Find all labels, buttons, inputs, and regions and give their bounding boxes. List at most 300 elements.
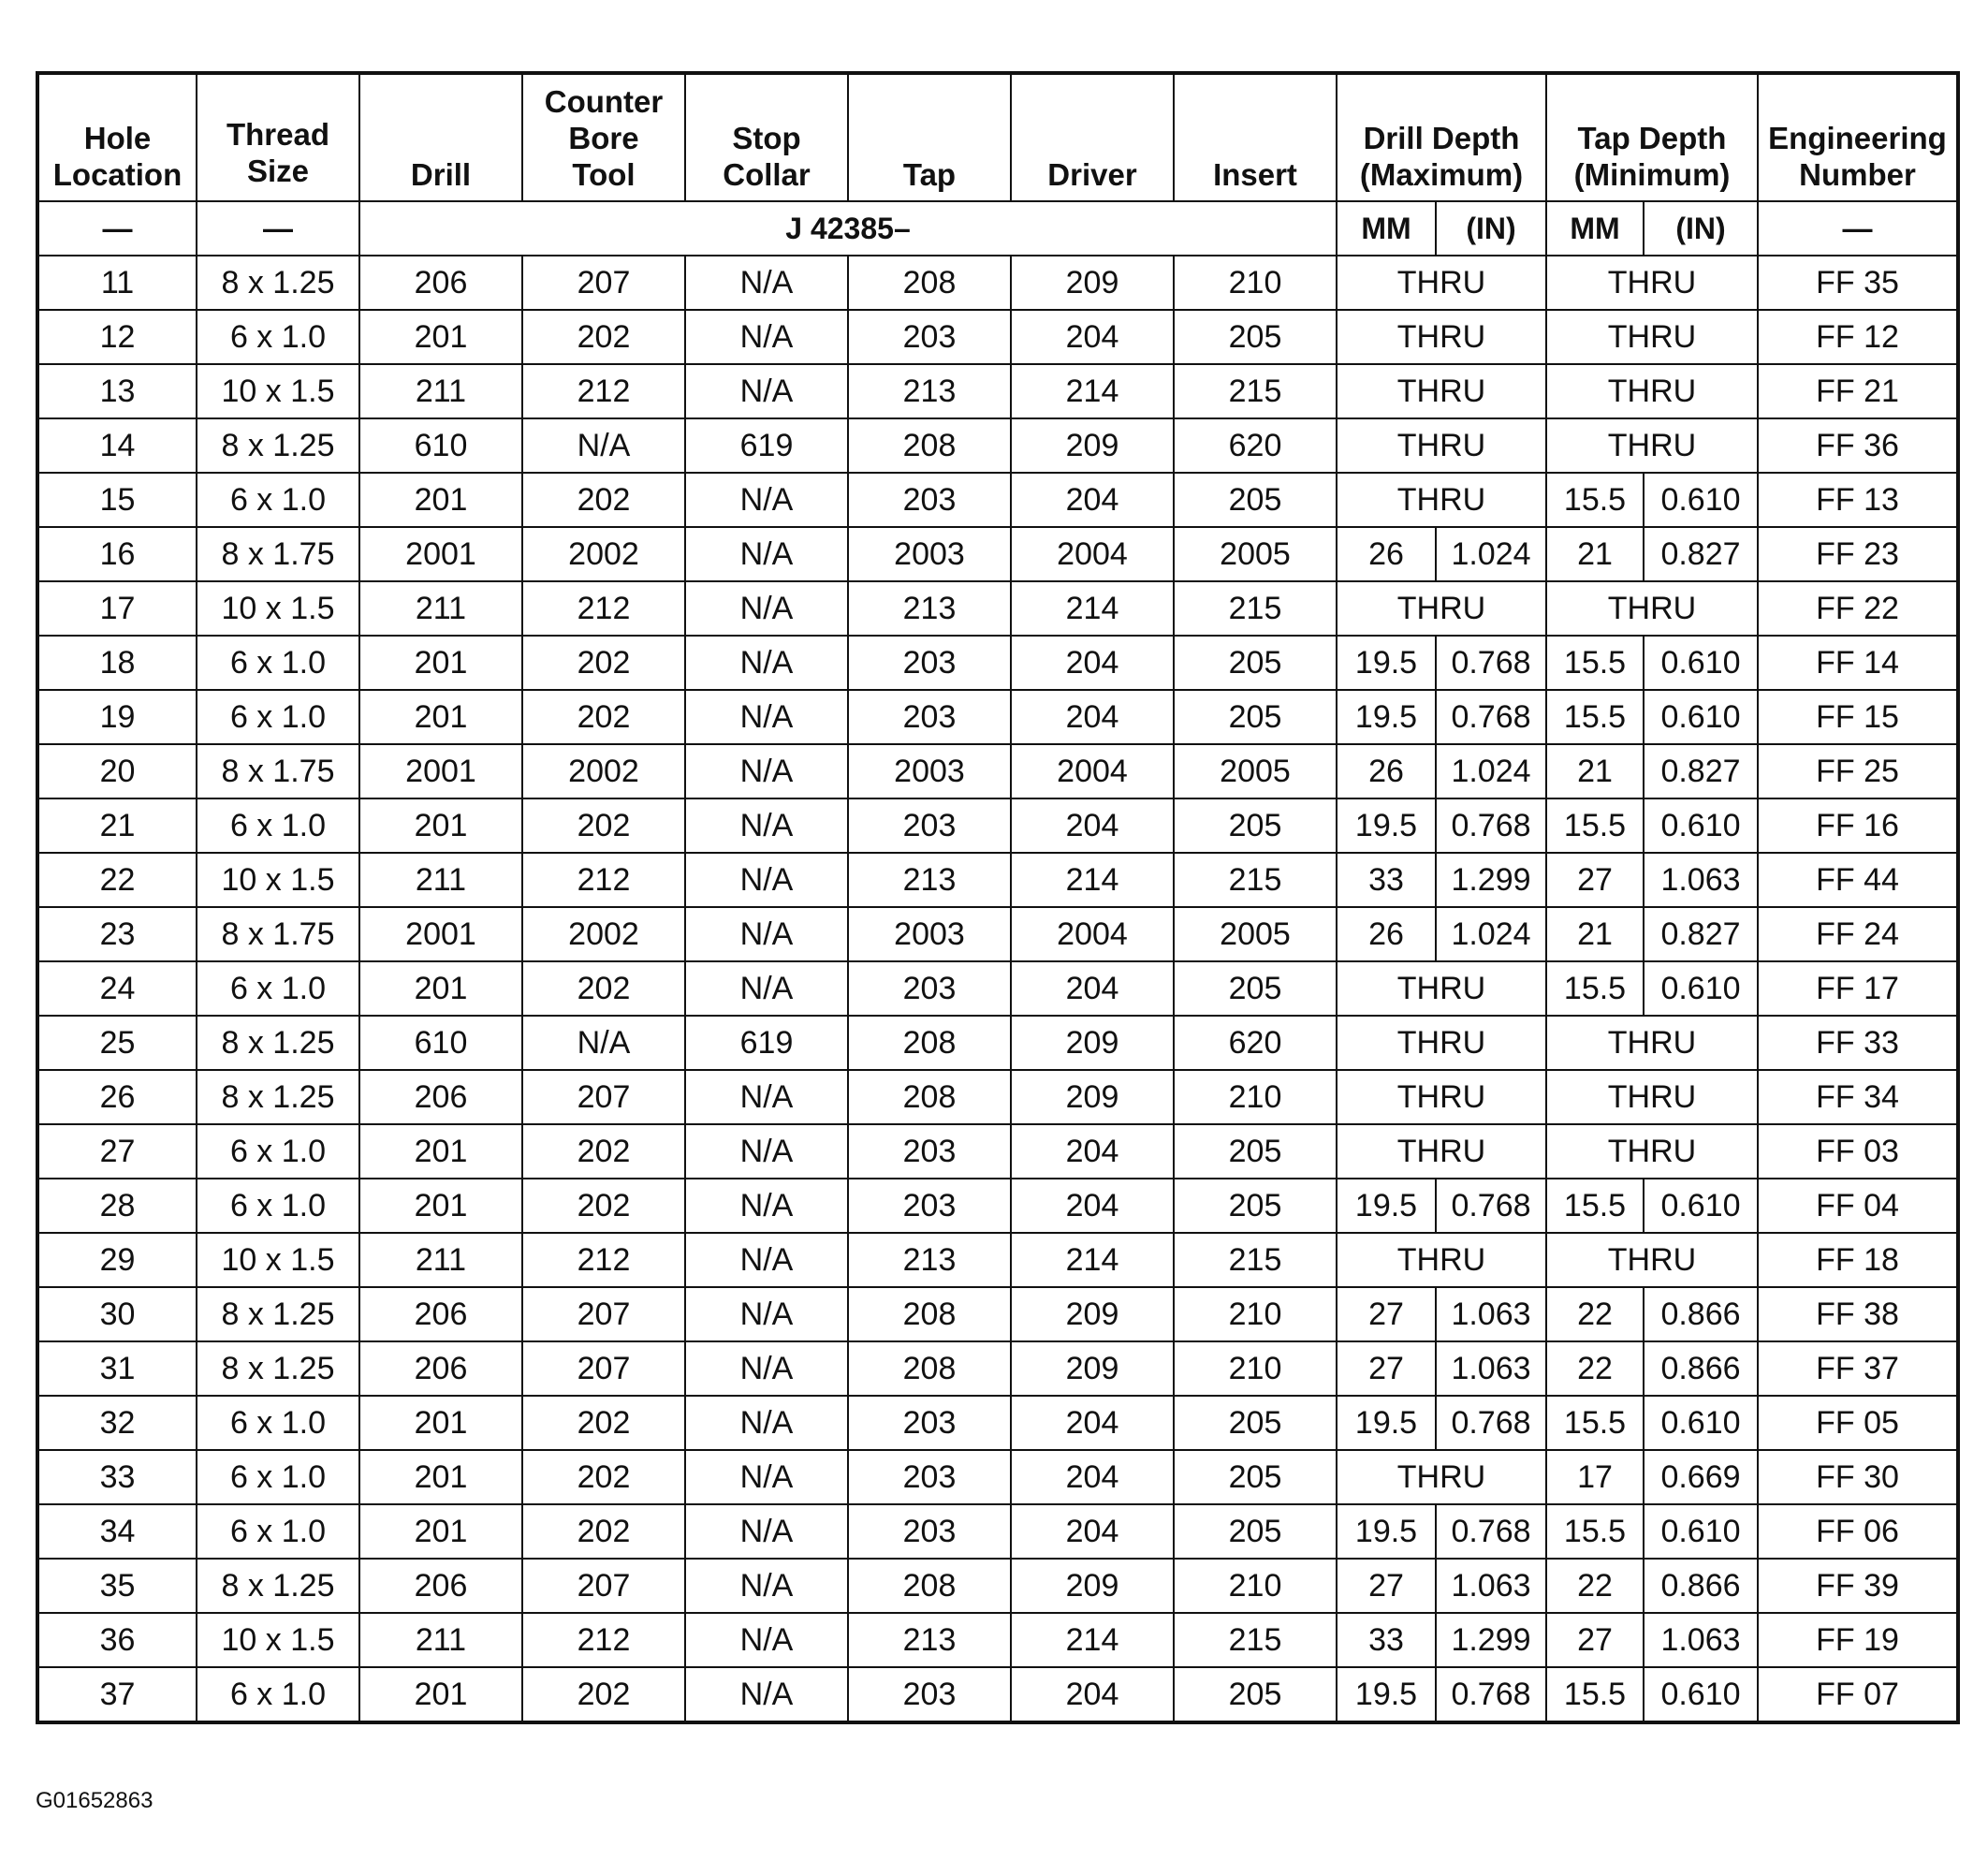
- table-row: [37, 1179, 1958, 1233]
- cell-stop-collar: N/A: [685, 1233, 848, 1287]
- cell-engineering-number: FF 17: [1758, 961, 1958, 1016]
- cell-counter-bore-tool: 202: [522, 798, 685, 853]
- cell-thread-size: 6 x 1.0: [197, 961, 359, 1016]
- cell-tap: 213: [848, 581, 1011, 636]
- subheader-drill-in: (IN): [1436, 201, 1546, 256]
- cell-driver: 2004: [1011, 527, 1174, 581]
- cell-thread-size: 6 x 1.0: [197, 1450, 359, 1504]
- cell-tap: 203: [848, 961, 1011, 1016]
- cell-tap-depth-mm: 15.5: [1546, 961, 1644, 1016]
- cell-thread-size: 8 x 1.25: [197, 418, 359, 473]
- cell-hole-location: 37: [37, 1667, 197, 1722]
- cell-stop-collar: N/A: [685, 581, 848, 636]
- cell-stop-collar: N/A: [685, 1559, 848, 1613]
- cell-hole-location: 21: [37, 798, 197, 853]
- cell-counter-bore-tool: 202: [522, 1396, 685, 1450]
- table-row: [37, 310, 1958, 364]
- cell-stop-collar: N/A: [685, 1287, 848, 1341]
- cell-driver: 204: [1011, 798, 1174, 853]
- cell-hole-location: 17: [37, 581, 197, 636]
- cell-drill: 211: [359, 364, 522, 418]
- cell-tap: 203: [848, 1504, 1011, 1559]
- table-row: [37, 636, 1958, 690]
- cell-tap: 213: [848, 853, 1011, 907]
- cell-drill-depth-in: 1.063: [1436, 1287, 1546, 1341]
- cell-engineering-number: FF 06: [1758, 1504, 1958, 1559]
- cell-drill: 201: [359, 473, 522, 527]
- cell-engineering-number: FF 21: [1758, 364, 1958, 418]
- cell-stop-collar: N/A: [685, 1450, 848, 1504]
- cell-insert: 205: [1174, 690, 1337, 744]
- table-row: [37, 1559, 1958, 1613]
- cell-tap-depth-in: 0.827: [1644, 527, 1758, 581]
- cell-insert: 620: [1174, 1016, 1337, 1070]
- cell-counter-bore-tool: 202: [522, 1450, 685, 1504]
- table-row: [37, 1613, 1958, 1667]
- cell-stop-collar: N/A: [685, 364, 848, 418]
- cell-engineering-number: FF 30: [1758, 1450, 1958, 1504]
- table-row: [37, 690, 1958, 744]
- cell-driver: 209: [1011, 1341, 1174, 1396]
- cell-hole-location: 24: [37, 961, 197, 1016]
- cell-driver: 209: [1011, 1287, 1174, 1341]
- cell-tap: 2003: [848, 527, 1011, 581]
- cell-hole-location: 19: [37, 690, 197, 744]
- cell-driver: 209: [1011, 256, 1174, 310]
- cell-drill-depth-in: 0.768: [1436, 1179, 1546, 1233]
- cell-drill: 2001: [359, 907, 522, 961]
- cell-stop-collar: N/A: [685, 636, 848, 690]
- cell-stop-collar: N/A: [685, 798, 848, 853]
- cell-tap-depth-in: 0.610: [1644, 1667, 1758, 1722]
- table-row: [37, 527, 1958, 581]
- subheader-thread-size: —: [197, 201, 359, 256]
- cell-counter-bore-tool: 202: [522, 1124, 685, 1179]
- cell-insert: 205: [1174, 798, 1337, 853]
- cell-drill-depth-in: 1.063: [1436, 1341, 1546, 1396]
- cell-tap-depth-in: 0.610: [1644, 798, 1758, 853]
- cell-thread-size: 8 x 1.25: [197, 1287, 359, 1341]
- cell-counter-bore-tool: 212: [522, 1613, 685, 1667]
- cell-drill: 2001: [359, 744, 522, 798]
- cell-drill-depth-in: 1.024: [1436, 744, 1546, 798]
- cell-driver: 209: [1011, 418, 1174, 473]
- cell-thread-size: 6 x 1.0: [197, 1396, 359, 1450]
- table-row: [37, 1233, 1958, 1287]
- cell-insert: 215: [1174, 1613, 1337, 1667]
- cell-hole-location: 16: [37, 527, 197, 581]
- cell-hole-location: 28: [37, 1179, 197, 1233]
- cell-counter-bore-tool: 202: [522, 1667, 685, 1722]
- cell-tap-depth-in: 0.610: [1644, 690, 1758, 744]
- cell-engineering-number: FF 18: [1758, 1233, 1958, 1287]
- cell-drill: 201: [359, 1396, 522, 1450]
- table-row: [37, 256, 1958, 310]
- cell-engineering-number: FF 24: [1758, 907, 1958, 961]
- subheader-engineering-number: —: [1758, 201, 1958, 256]
- cell-counter-bore-tool: 202: [522, 690, 685, 744]
- subheader-tool-prefix: J 42385–: [359, 201, 1337, 256]
- cell-drill-depth-mm: 26: [1337, 744, 1436, 798]
- cell-engineering-number: FF 05: [1758, 1396, 1958, 1450]
- cell-driver: 204: [1011, 1179, 1174, 1233]
- cell-insert: 205: [1174, 1179, 1337, 1233]
- cell-thread-size: 8 x 1.75: [197, 527, 359, 581]
- cell-driver: 204: [1011, 473, 1174, 527]
- cell-engineering-number: FF 03: [1758, 1124, 1958, 1179]
- cell-thread-size: 8 x 1.75: [197, 744, 359, 798]
- cell-thread-size: 10 x 1.5: [197, 581, 359, 636]
- cell-tap: 203: [848, 1179, 1011, 1233]
- cell-tap-depth-in: 0.866: [1644, 1559, 1758, 1613]
- cell-counter-bore-tool: N/A: [522, 418, 685, 473]
- cell-tap: 203: [848, 636, 1011, 690]
- cell-tap: 213: [848, 364, 1011, 418]
- cell-drill: 201: [359, 690, 522, 744]
- table-row: [37, 853, 1958, 907]
- cell-insert: 205: [1174, 473, 1337, 527]
- cell-stop-collar: N/A: [685, 473, 848, 527]
- cell-tap-depth-mm: 15.5: [1546, 636, 1644, 690]
- cell-hole-location: 22: [37, 853, 197, 907]
- cell-hole-location: 14: [37, 418, 197, 473]
- cell-drill-depth-in: 0.768: [1436, 1504, 1546, 1559]
- subheader-tap-mm: MM: [1546, 201, 1644, 256]
- cell-engineering-number: FF 34: [1758, 1070, 1958, 1124]
- cell-hole-location: 34: [37, 1504, 197, 1559]
- table-row: [37, 907, 1958, 961]
- cell-tap-depth-in: 0.610: [1644, 961, 1758, 1016]
- cell-driver: 214: [1011, 1233, 1174, 1287]
- cell-hole-location: 33: [37, 1450, 197, 1504]
- table-row: [37, 961, 1958, 1016]
- cell-drill: 206: [359, 1070, 522, 1124]
- cell-drill: 201: [359, 636, 522, 690]
- cell-stop-collar: N/A: [685, 527, 848, 581]
- cell-drill: 211: [359, 581, 522, 636]
- cell-tap: 203: [848, 310, 1011, 364]
- cell-stop-collar: N/A: [685, 961, 848, 1016]
- table-row: [37, 1341, 1958, 1396]
- cell-insert: 215: [1174, 1233, 1337, 1287]
- cell-hole-location: 25: [37, 1016, 197, 1070]
- table-row: [37, 1016, 1958, 1070]
- cell-thread-size: 6 x 1.0: [197, 1179, 359, 1233]
- cell-thread-size: 6 x 1.0: [197, 798, 359, 853]
- cell-drill-depth-in: 1.063: [1436, 1559, 1546, 1613]
- subheader-row: [37, 201, 1958, 256]
- cell-drill-depth-mm: 26: [1337, 907, 1436, 961]
- cell-thread-size: 6 x 1.0: [197, 473, 359, 527]
- cell-engineering-number: FF 14: [1758, 636, 1958, 690]
- cell-insert: 620: [1174, 418, 1337, 473]
- cell-counter-bore-tool: 202: [522, 1179, 685, 1233]
- cell-drill-depth-mm: 27: [1337, 1287, 1436, 1341]
- cell-tap: 2003: [848, 744, 1011, 798]
- cell-insert: 2005: [1174, 527, 1337, 581]
- cell-engineering-number: FF 16: [1758, 798, 1958, 853]
- cell-insert: 2005: [1174, 744, 1337, 798]
- cell-tap-depth-in: 0.610: [1644, 1396, 1758, 1450]
- cell-driver: 209: [1011, 1016, 1174, 1070]
- cell-engineering-number: FF 35: [1758, 256, 1958, 310]
- cell-driver: 204: [1011, 310, 1174, 364]
- cell-driver: 214: [1011, 853, 1174, 907]
- cell-stop-collar: N/A: [685, 1613, 848, 1667]
- cell-tap-depth-mm: THRU: [1546, 1016, 1758, 1070]
- cell-tap-depth-in: 1.063: [1644, 853, 1758, 907]
- cell-insert: 2005: [1174, 907, 1337, 961]
- cell-insert: 205: [1174, 1504, 1337, 1559]
- cell-tap-depth-in: 0.827: [1644, 907, 1758, 961]
- table-row: [37, 1070, 1958, 1124]
- cell-tap-depth-mm: 15.5: [1546, 798, 1644, 853]
- cell-driver: 204: [1011, 1124, 1174, 1179]
- cell-drill: 206: [359, 1341, 522, 1396]
- cell-tap-depth-mm: 15.5: [1546, 690, 1644, 744]
- cell-counter-bore-tool: 2002: [522, 527, 685, 581]
- cell-engineering-number: FF 04: [1758, 1179, 1958, 1233]
- cell-hole-location: 13: [37, 364, 197, 418]
- cell-drill: 201: [359, 1667, 522, 1722]
- cell-tap-depth-mm: THRU: [1546, 418, 1758, 473]
- cell-insert: 210: [1174, 1559, 1337, 1613]
- cell-thread-size: 8 x 1.25: [197, 1559, 359, 1613]
- cell-engineering-number: FF 36: [1758, 418, 1958, 473]
- table-row: [37, 798, 1958, 853]
- cell-tap: 2003: [848, 907, 1011, 961]
- cell-drill-depth-in: 0.768: [1436, 1396, 1546, 1450]
- cell-drill: 610: [359, 418, 522, 473]
- cell-hole-location: 31: [37, 1341, 197, 1396]
- cell-drill: 610: [359, 1016, 522, 1070]
- cell-tap-depth-in: 0.866: [1644, 1287, 1758, 1341]
- cell-thread-size: 8 x 1.75: [197, 907, 359, 961]
- cell-engineering-number: FF 39: [1758, 1559, 1958, 1613]
- cell-stop-collar: N/A: [685, 310, 848, 364]
- cell-stop-collar: N/A: [685, 744, 848, 798]
- cell-insert: 210: [1174, 1287, 1337, 1341]
- cell-drill: 206: [359, 256, 522, 310]
- cell-drill-depth-mm: THRU: [1337, 310, 1546, 364]
- cell-drill-depth-mm: 19.5: [1337, 1667, 1436, 1722]
- cell-counter-bore-tool: 202: [522, 961, 685, 1016]
- cell-hole-location: 15: [37, 473, 197, 527]
- cell-thread-size: 6 x 1.0: [197, 1667, 359, 1722]
- table-row: [37, 1124, 1958, 1179]
- cell-drill-depth-in: 0.768: [1436, 690, 1546, 744]
- cell-driver: 204: [1011, 1396, 1174, 1450]
- cell-counter-bore-tool: 212: [522, 853, 685, 907]
- cell-tap: 208: [848, 1559, 1011, 1613]
- header-drill-depth: Drill Depth (Maximum): [1337, 73, 1546, 201]
- cell-thread-size: 6 x 1.0: [197, 310, 359, 364]
- cell-insert: 215: [1174, 364, 1337, 418]
- cell-counter-bore-tool: N/A: [522, 1016, 685, 1070]
- cell-insert: 210: [1174, 1341, 1337, 1396]
- cell-thread-size: 10 x 1.5: [197, 364, 359, 418]
- cell-engineering-number: FF 15: [1758, 690, 1958, 744]
- cell-drill-depth-mm: 19.5: [1337, 690, 1436, 744]
- header-tap: Tap: [848, 73, 1011, 201]
- cell-hole-location: 27: [37, 1124, 197, 1179]
- cell-stop-collar: N/A: [685, 1504, 848, 1559]
- cell-drill-depth-mm: 19.5: [1337, 1396, 1436, 1450]
- cell-driver: 2004: [1011, 907, 1174, 961]
- cell-hole-location: 18: [37, 636, 197, 690]
- cell-counter-bore-tool: 212: [522, 581, 685, 636]
- cell-stop-collar: N/A: [685, 1667, 848, 1722]
- cell-hole-location: 30: [37, 1287, 197, 1341]
- cell-tap: 203: [848, 473, 1011, 527]
- cell-hole-location: 23: [37, 907, 197, 961]
- cell-tap-depth-mm: 27: [1546, 853, 1644, 907]
- cell-insert: 210: [1174, 256, 1337, 310]
- cell-tap-depth-mm: THRU: [1546, 581, 1758, 636]
- subheader-drill-mm: MM: [1337, 201, 1436, 256]
- cell-stop-collar: N/A: [685, 256, 848, 310]
- cell-counter-bore-tool: 2002: [522, 744, 685, 798]
- cell-tap-depth-mm: 17: [1546, 1450, 1644, 1504]
- cell-stop-collar: N/A: [685, 1070, 848, 1124]
- cell-drill: 201: [359, 1179, 522, 1233]
- cell-drill: 211: [359, 853, 522, 907]
- cell-counter-bore-tool: 207: [522, 1287, 685, 1341]
- cell-tap: 213: [848, 1233, 1011, 1287]
- cell-drill: 206: [359, 1559, 522, 1613]
- cell-stop-collar: N/A: [685, 853, 848, 907]
- cell-tap: 213: [848, 1613, 1011, 1667]
- cell-driver: 204: [1011, 1667, 1174, 1722]
- cell-tap-depth-mm: 15.5: [1546, 1504, 1644, 1559]
- cell-thread-size: 6 x 1.0: [197, 636, 359, 690]
- cell-tap-depth-in: 0.669: [1644, 1450, 1758, 1504]
- table-row: [37, 473, 1958, 527]
- cell-tap-depth-mm: THRU: [1546, 364, 1758, 418]
- cell-stop-collar: N/A: [685, 907, 848, 961]
- cell-stop-collar: N/A: [685, 1396, 848, 1450]
- table-row: [37, 1667, 1958, 1722]
- header-hole-location: Hole Location: [37, 73, 197, 201]
- cell-hole-location: 12: [37, 310, 197, 364]
- table-row: [37, 1450, 1958, 1504]
- cell-drill-depth-mm: 27: [1337, 1559, 1436, 1613]
- cell-tap: 208: [848, 256, 1011, 310]
- cell-insert: 215: [1174, 853, 1337, 907]
- cell-insert: 205: [1174, 310, 1337, 364]
- tool-specification-table: [36, 71, 1960, 1724]
- cell-drill: 201: [359, 961, 522, 1016]
- header-stop-collar: Stop Collar: [685, 73, 848, 201]
- cell-engineering-number: FF 23: [1758, 527, 1958, 581]
- cell-tap: 203: [848, 1450, 1011, 1504]
- cell-counter-bore-tool: 207: [522, 1341, 685, 1396]
- table-row: [37, 1287, 1958, 1341]
- cell-driver: 204: [1011, 690, 1174, 744]
- cell-engineering-number: FF 44: [1758, 853, 1958, 907]
- cell-drill-depth-mm: 33: [1337, 853, 1436, 907]
- cell-drill-depth-mm: THRU: [1337, 256, 1546, 310]
- cell-engineering-number: FF 12: [1758, 310, 1958, 364]
- header-insert: Insert: [1174, 73, 1337, 201]
- cell-tap: 208: [848, 418, 1011, 473]
- cell-counter-bore-tool: 202: [522, 636, 685, 690]
- cell-drill: 2001: [359, 527, 522, 581]
- cell-stop-collar: N/A: [685, 1179, 848, 1233]
- cell-hole-location: 32: [37, 1396, 197, 1450]
- cell-engineering-number: FF 25: [1758, 744, 1958, 798]
- cell-tap-depth-in: 0.866: [1644, 1341, 1758, 1396]
- cell-tap-depth-mm: 22: [1546, 1559, 1644, 1613]
- cell-hole-location: 29: [37, 1233, 197, 1287]
- cell-drill-depth-in: 0.768: [1436, 1667, 1546, 1722]
- cell-engineering-number: FF 07: [1758, 1667, 1958, 1722]
- cell-drill-depth-mm: THRU: [1337, 1124, 1546, 1179]
- cell-driver: 214: [1011, 364, 1174, 418]
- cell-thread-size: 8 x 1.25: [197, 1016, 359, 1070]
- cell-tap-depth-mm: 15.5: [1546, 1179, 1644, 1233]
- cell-hole-location: 26: [37, 1070, 197, 1124]
- subheader-hole-location: —: [37, 201, 197, 256]
- cell-insert: 205: [1174, 1667, 1337, 1722]
- cell-tap: 203: [848, 690, 1011, 744]
- cell-insert: 210: [1174, 1070, 1337, 1124]
- cell-drill-depth-mm: 33: [1337, 1613, 1436, 1667]
- cell-counter-bore-tool: 2002: [522, 907, 685, 961]
- cell-thread-size: 10 x 1.5: [197, 1613, 359, 1667]
- cell-drill: 201: [359, 310, 522, 364]
- cell-tap-depth-in: 0.610: [1644, 1179, 1758, 1233]
- cell-tap: 203: [848, 1396, 1011, 1450]
- cell-counter-bore-tool: 207: [522, 1070, 685, 1124]
- cell-driver: 2004: [1011, 744, 1174, 798]
- cell-thread-size: 6 x 1.0: [197, 690, 359, 744]
- cell-engineering-number: FF 38: [1758, 1287, 1958, 1341]
- cell-tap-depth-mm: 15.5: [1546, 473, 1644, 527]
- cell-insert: 205: [1174, 1396, 1337, 1450]
- cell-tap: 203: [848, 1124, 1011, 1179]
- header-counter-bore-tool: Counter Bore Tool: [522, 73, 685, 201]
- cell-tap-depth-mm: THRU: [1546, 1070, 1758, 1124]
- cell-driver: 204: [1011, 961, 1174, 1016]
- table-row: [37, 581, 1958, 636]
- cell-engineering-number: FF 22: [1758, 581, 1958, 636]
- cell-tap-depth-mm: THRU: [1546, 256, 1758, 310]
- cell-drill-depth-mm: THRU: [1337, 1450, 1546, 1504]
- cell-thread-size: 8 x 1.25: [197, 256, 359, 310]
- cell-tap-depth-in: 0.610: [1644, 636, 1758, 690]
- cell-drill: 211: [359, 1613, 522, 1667]
- cell-tap-depth-mm: 21: [1546, 907, 1644, 961]
- table-row: [37, 418, 1958, 473]
- cell-drill-depth-mm: THRU: [1337, 1070, 1546, 1124]
- cell-stop-collar: N/A: [685, 1124, 848, 1179]
- cell-stop-collar: N/A: [685, 1341, 848, 1396]
- cell-tap-depth-mm: THRU: [1546, 1124, 1758, 1179]
- cell-engineering-number: FF 19: [1758, 1613, 1958, 1667]
- header-driver: Driver: [1011, 73, 1174, 201]
- cell-thread-size: 10 x 1.5: [197, 1233, 359, 1287]
- cell-tap-depth-in: 0.610: [1644, 473, 1758, 527]
- cell-drill-depth-in: 1.299: [1436, 1613, 1546, 1667]
- cell-drill: 201: [359, 798, 522, 853]
- cell-drill-depth-in: 0.768: [1436, 636, 1546, 690]
- cell-driver: 214: [1011, 581, 1174, 636]
- cell-tap: 208: [848, 1287, 1011, 1341]
- cell-drill-depth-in: 1.299: [1436, 853, 1546, 907]
- cell-drill-depth-mm: 19.5: [1337, 636, 1436, 690]
- cell-drill-depth-mm: 19.5: [1337, 1179, 1436, 1233]
